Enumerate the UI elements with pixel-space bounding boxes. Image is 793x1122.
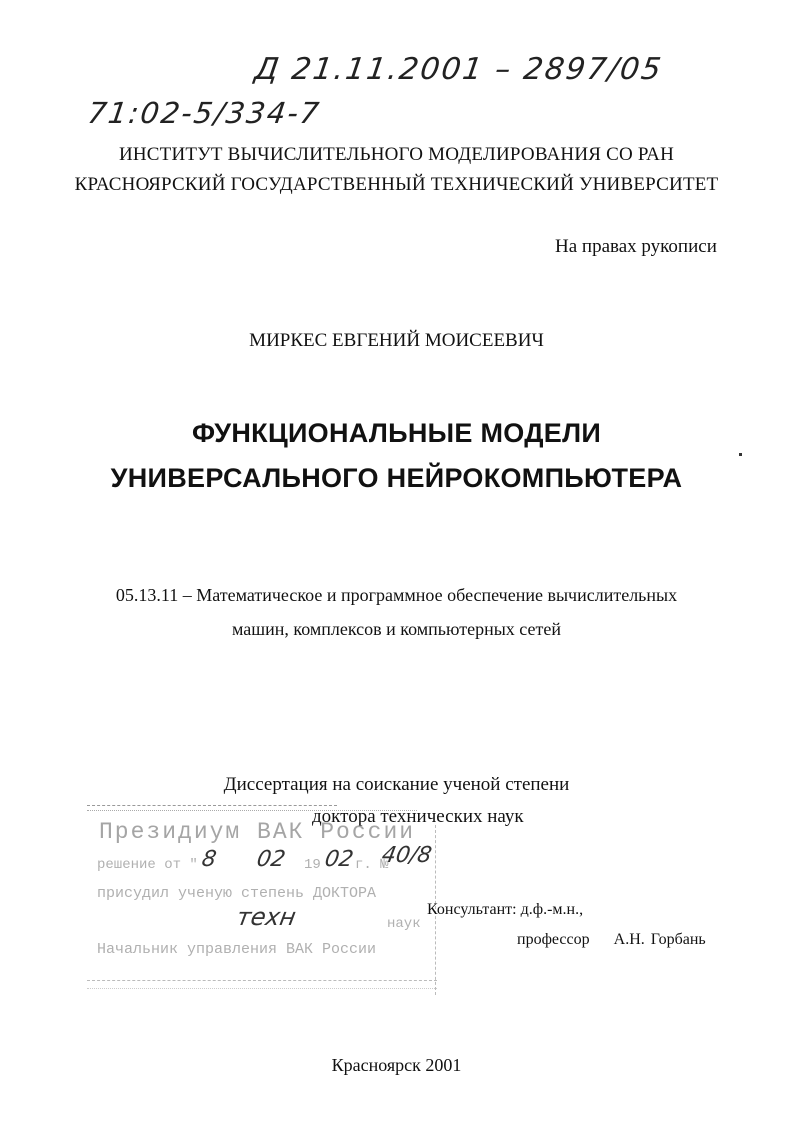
manuscript-rights-note: На правах рукописи	[555, 236, 717, 257]
stamp-field-suffix: наук	[387, 916, 421, 932]
stamp-month: 02	[254, 847, 288, 872]
handwritten-registration-number: Д 21.11.2001 – 2897/05	[252, 52, 665, 87]
stamp-field-handwritten: техн	[234, 903, 299, 931]
stamp-border-bottom	[87, 980, 437, 981]
stamp-number-prefix: г. №	[355, 857, 389, 873]
dissertation-degree-line-1: Диссертация на соискание ученой степени	[223, 774, 570, 795]
stamp-year: 02	[322, 847, 356, 872]
stamp-border-top-dotted	[87, 810, 417, 811]
dissertation-degree-line-2: доктора технических наук	[312, 806, 524, 827]
stamp-year-prefix: 19	[304, 857, 321, 873]
stamp-decision-prefix: решение от "	[97, 857, 198, 873]
vak-approval-stamp	[87, 805, 439, 995]
specialty-line-2: машин, комплексов и компьютерных сетей	[232, 619, 561, 639]
consultant-name: профессор А.Н. Горбань	[517, 931, 706, 948]
dissertation-title-line-1: ФУНКЦИОНАЛЬНЫЕ МОДЕЛИ	[191, 418, 602, 448]
consultant-label: Консультант: д.ф.-м.н.,	[427, 901, 584, 918]
author-name: МИРКЕС ЕВГЕНИЙ МОИСЕЕВИЧ	[249, 330, 544, 351]
stamp-border-top	[87, 805, 337, 806]
stamp-day: 8	[199, 847, 219, 872]
stamp-title: Президиум ВАК России	[99, 819, 416, 845]
handwritten-catalog-code: 71:02-5/334-7	[85, 96, 323, 130]
city-and-year: Красноярск 2001	[331, 1055, 462, 1075]
stamp-decision-line	[97, 857, 198, 873]
stamp-border-bottom-dotted	[87, 988, 437, 989]
stamp-signature-line: Начальник управления ВАК России	[97, 941, 377, 958]
university-name: КРАСНОЯРСКИЙ ГОСУДАРСТВЕННЫЙ ТЕХНИЧЕСКИЙ УНИВЕРСИТЕТ	[74, 174, 719, 195]
institute-name: ИНСТИТУТ ВЫЧИСЛИТЕЛЬНОГО МОДЕЛИРОВАНИЯ СО РАН	[118, 144, 675, 165]
stamp-number: 40/8	[379, 843, 434, 868]
dissertation-title-line-2: УНИВЕРСАЛЬНОГО НЕЙРОКОМПЬЮТЕРА	[110, 463, 683, 493]
stamp-degree-line: присудил ученую степень ДОКТОРА	[97, 885, 377, 902]
specialty-line-1: 05.13.11 – Математическое и программное обеспечение вычислительных	[115, 585, 678, 605]
scan-speck	[739, 453, 742, 456]
